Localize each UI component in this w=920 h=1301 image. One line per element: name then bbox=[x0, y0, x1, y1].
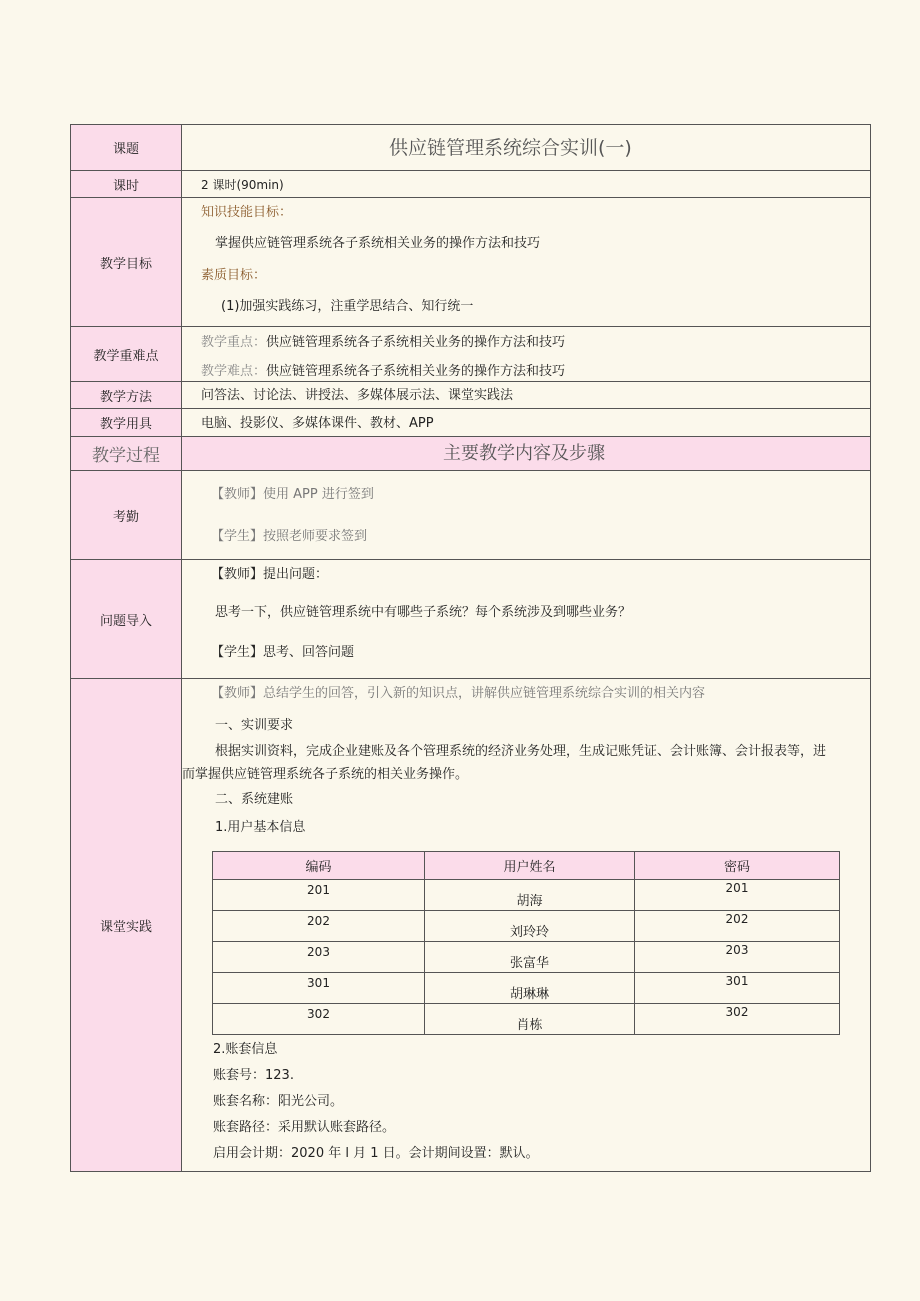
requirements-line-1: 根据实训资料，完成企业建账及各个管理系统的经济业务处理，生成记账凭证、会计账簿、会计报表等，进 bbox=[215, 744, 827, 759]
label-method: 教学方法 bbox=[71, 382, 182, 408]
intro-student: 【学生】思考、回答问题 bbox=[211, 645, 355, 660]
lesson-plan-table bbox=[70, 124, 871, 1172]
key-text: 供应链管理系统各子系统相关业务的操作方法和技巧 bbox=[266, 335, 566, 350]
cell-user-name: 胡海 bbox=[425, 880, 635, 911]
cell-password: 201 bbox=[635, 880, 840, 911]
cell-code: 302 bbox=[213, 1004, 425, 1035]
table-row bbox=[213, 911, 840, 942]
cell-password: 203 bbox=[635, 942, 840, 973]
subsection-account: 2.账套信息 bbox=[213, 1042, 278, 1057]
header-password: 密码 bbox=[635, 852, 840, 880]
account-name: 账套名称：阳光公司。 bbox=[213, 1094, 344, 1109]
practice-teacher: 【教师】总结学生的回答，引入新的知识点，讲解供应链管理系统综合实训的相关内容 bbox=[211, 686, 706, 701]
intro-teacher: 【教师】提出问题： bbox=[211, 567, 329, 582]
row-method bbox=[71, 382, 870, 409]
header-code: 编码 bbox=[213, 852, 425, 880]
row-tools bbox=[71, 409, 870, 437]
process-header-left: 教学过程 bbox=[71, 437, 182, 470]
table-header-row bbox=[213, 852, 840, 880]
difficult-point bbox=[201, 365, 565, 378]
topic-title: 供应链管理系统综合实训(一) bbox=[389, 137, 632, 159]
knowledge-text: 掌握供应链管理系统各子系统相关业务的操作方法和技巧 bbox=[215, 236, 541, 251]
cell-password: 301 bbox=[635, 973, 840, 1004]
subsection-users: 1.用户基本信息 bbox=[215, 820, 306, 835]
cell-code: 301 bbox=[213, 973, 425, 1004]
process-header-right: 主要教学内容及步骤 bbox=[443, 443, 605, 464]
diff-text: 供应链管理系统各子系统相关业务的操作方法和技巧 bbox=[266, 364, 566, 379]
label-tools: 教学用具 bbox=[71, 409, 182, 436]
section-setup: 二、系统建账 bbox=[215, 792, 294, 807]
table-row bbox=[213, 942, 840, 973]
table-row bbox=[213, 973, 840, 1004]
row-topic bbox=[71, 125, 870, 171]
label-intro: 问题导入 bbox=[71, 560, 182, 678]
attendance-student: 【学生】按照老师要求签到 bbox=[211, 529, 368, 544]
account-number: 账套号：123. bbox=[213, 1068, 294, 1083]
label-goals: 教学目标 bbox=[71, 198, 182, 326]
diff-prefix: 教学难点： bbox=[201, 364, 267, 379]
account-path: 账套路径：采用默认账套路径。 bbox=[213, 1120, 396, 1135]
account-period: 启用会计期：2020 年 l 月 1 日。会计期间设置：默认。 bbox=[213, 1146, 539, 1161]
user-info-table bbox=[212, 851, 840, 1035]
row-goals bbox=[71, 198, 870, 327]
label-key-points: 教学重难点 bbox=[71, 327, 182, 381]
header-user-name: 用户姓名 bbox=[425, 852, 635, 880]
intro-question: 思考一下，供应链管理系统中有哪些子系统？每个系统涉及到哪些业务？ bbox=[215, 605, 632, 620]
row-intro bbox=[71, 560, 870, 679]
quality-heading: 素质目标： bbox=[201, 268, 267, 283]
label-attendance: 考勤 bbox=[71, 471, 182, 559]
key-point bbox=[201, 336, 565, 349]
row-attendance bbox=[71, 471, 870, 560]
hours-value: 2 课时(90min) bbox=[201, 178, 284, 192]
cell-code: 202 bbox=[213, 911, 425, 942]
row-process-header bbox=[71, 437, 870, 471]
label-topic: 课题 bbox=[71, 125, 182, 170]
cell-user-name: 胡琳琳 bbox=[425, 973, 635, 1004]
requirements-line-2: 而掌握供应链管理系统各子系统的相关业务操作。 bbox=[182, 767, 469, 782]
cell-password: 202 bbox=[635, 911, 840, 942]
table-row bbox=[213, 880, 840, 911]
attendance-teacher: 【教师】使用 APP 进行签到 bbox=[211, 487, 374, 502]
section-requirements: 一、实训要求 bbox=[215, 718, 294, 733]
cell-user-name: 张富华 bbox=[425, 942, 635, 973]
label-practice: 课堂实践 bbox=[71, 679, 182, 1171]
cell-password: 302 bbox=[635, 1004, 840, 1035]
cell-user-name: 肖栋 bbox=[425, 1004, 635, 1035]
knowledge-heading: 知识技能目标： bbox=[201, 205, 293, 220]
label-hours: 课时 bbox=[71, 171, 182, 197]
table-row bbox=[213, 1004, 840, 1035]
quality-text: (1)加强实践练习，注重学思结合、知行统一 bbox=[221, 299, 474, 314]
key-prefix: 教学重点： bbox=[201, 335, 267, 350]
row-hours bbox=[71, 171, 870, 198]
cell-code: 203 bbox=[213, 942, 425, 973]
tools-value: 电脑、投影仪、多媒体课件、教材、APP bbox=[201, 416, 434, 431]
cell-user-name: 刘玲玲 bbox=[425, 911, 635, 942]
cell-code: 201 bbox=[213, 880, 425, 911]
row-key-points bbox=[71, 327, 870, 382]
method-value: 问答法、讨论法、讲授法、多媒体展示法、课堂实践法 bbox=[201, 388, 514, 403]
